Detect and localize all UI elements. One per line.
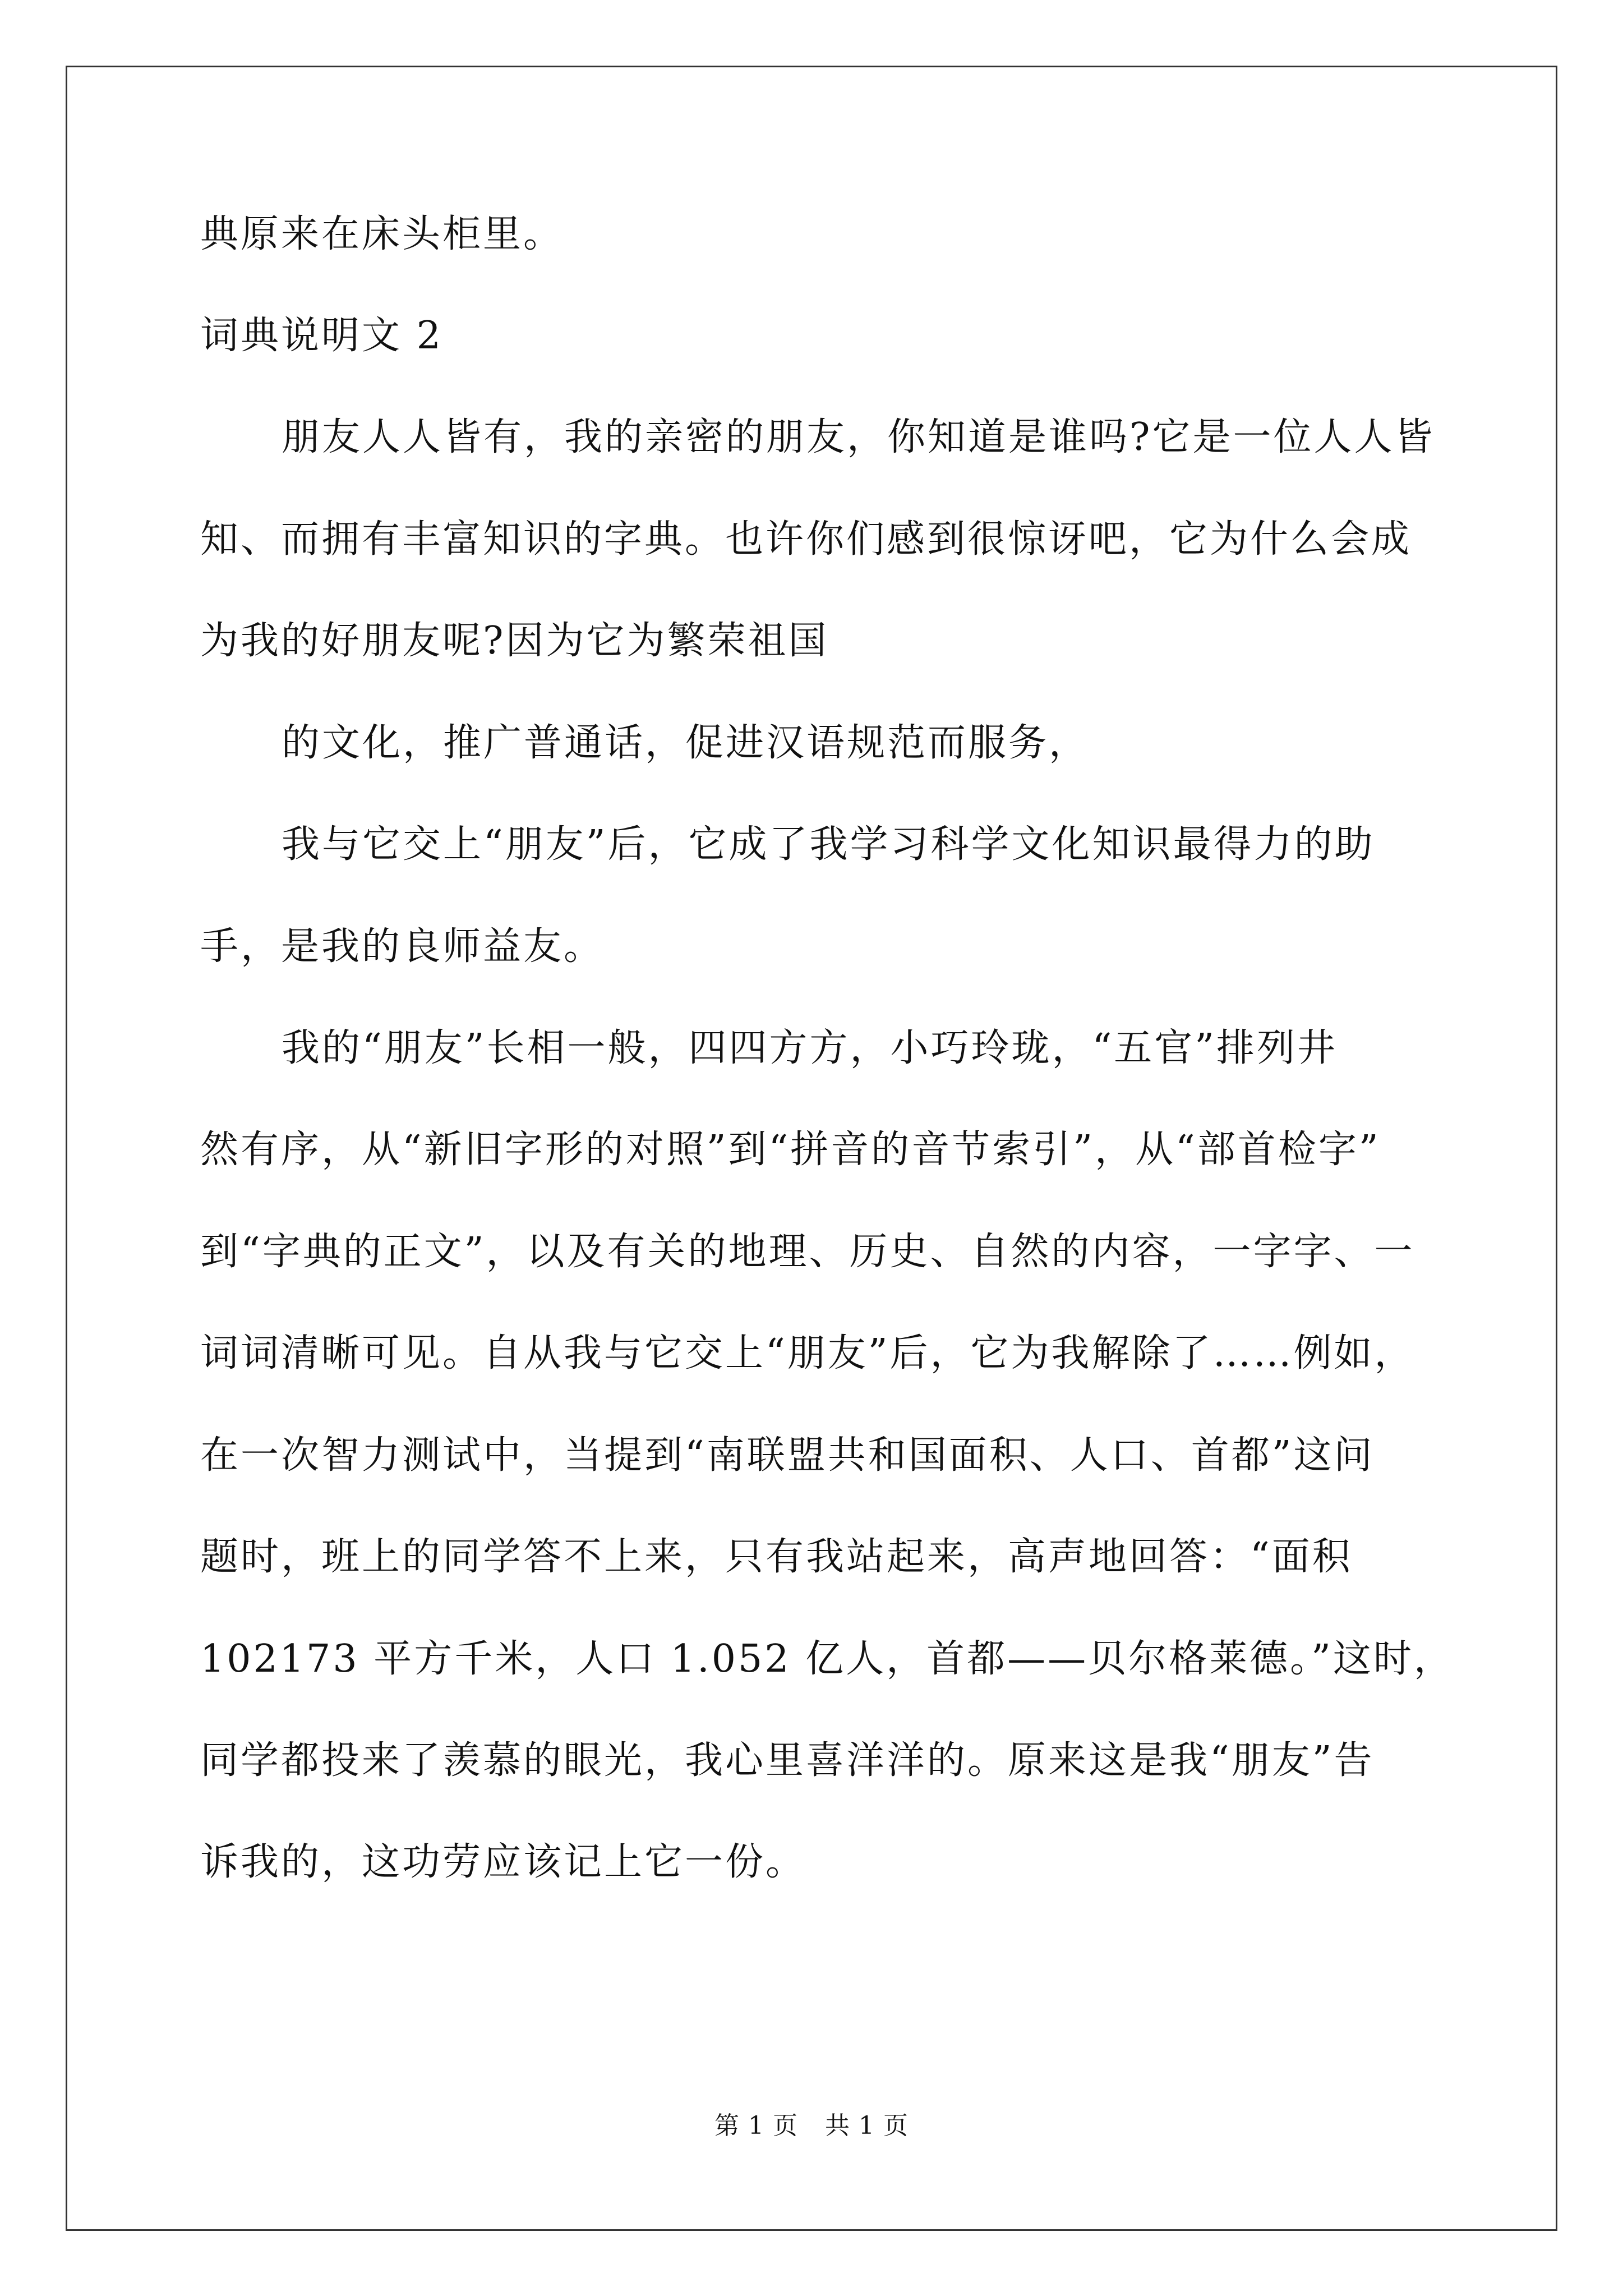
total-pages: 共 1 页	[825, 2111, 909, 2140]
text-line-1: 典原来在床头柜里。	[200, 212, 564, 256]
page-footer	[0, 2109, 1623, 2143]
text-line-10: 然有序，从“新旧字形的对照”到“拼音的音节索引”，从“部首检字”	[200, 1128, 1381, 1172]
text-line-6: 的文化，推广普通话，促进汉语规范而服务，	[282, 721, 1090, 765]
text-line-12: 词词清晰可见。自从我与它交上“朋友”后，它为我解除了……例如，	[200, 1331, 1415, 1375]
text-line-16: 同学都投来了羡慕的眼光，我心里喜洋洋的。原来这是我“朋友”告	[200, 1738, 1375, 1783]
text-line-7: 我与它交上“朋友”后，它成了我学习科学文化知识最得力的助	[282, 822, 1375, 867]
text-line-5: 为我的好朋友呢?因为它为繁荣祖国	[200, 619, 829, 663]
text-line-8: 手，是我的良师益友。	[200, 924, 605, 969]
text-line-9: 我的“朋友”长相一般，四四方方，小巧玲珑，“五官”排列井	[282, 1026, 1338, 1070]
text-line-4: 知、而拥有丰富知识的字典。也许你们感到很惊讶吧，它为什么会成	[200, 517, 1412, 562]
section-heading: 词典说明文 2	[200, 314, 443, 358]
page-number: 第 1 页	[714, 2111, 798, 2140]
text-line-15: 102173 平方千米，人口 1.052 亿人，首都——贝尔格莱德。”这时，	[200, 1637, 1454, 1681]
text-line-17: 诉我的，这功劳应该记上它一份。	[200, 1840, 806, 1884]
text-line-11: 到“字典的正文”，以及有关的地理、历史、自然的内容，一字字、一	[200, 1230, 1415, 1274]
text-line-13: 在一次智力测试中，当提到“南联盟共和国面积、人口、首都”这问	[200, 1433, 1375, 1478]
text-line-14: 题时，班上的同学答不上来，只有我站起来，高声地回答：“面积	[200, 1535, 1353, 1579]
text-line-3: 朋友人人皆有，我的亲密的朋友，你知道是谁吗?它是一位人人皆	[282, 415, 1435, 459]
